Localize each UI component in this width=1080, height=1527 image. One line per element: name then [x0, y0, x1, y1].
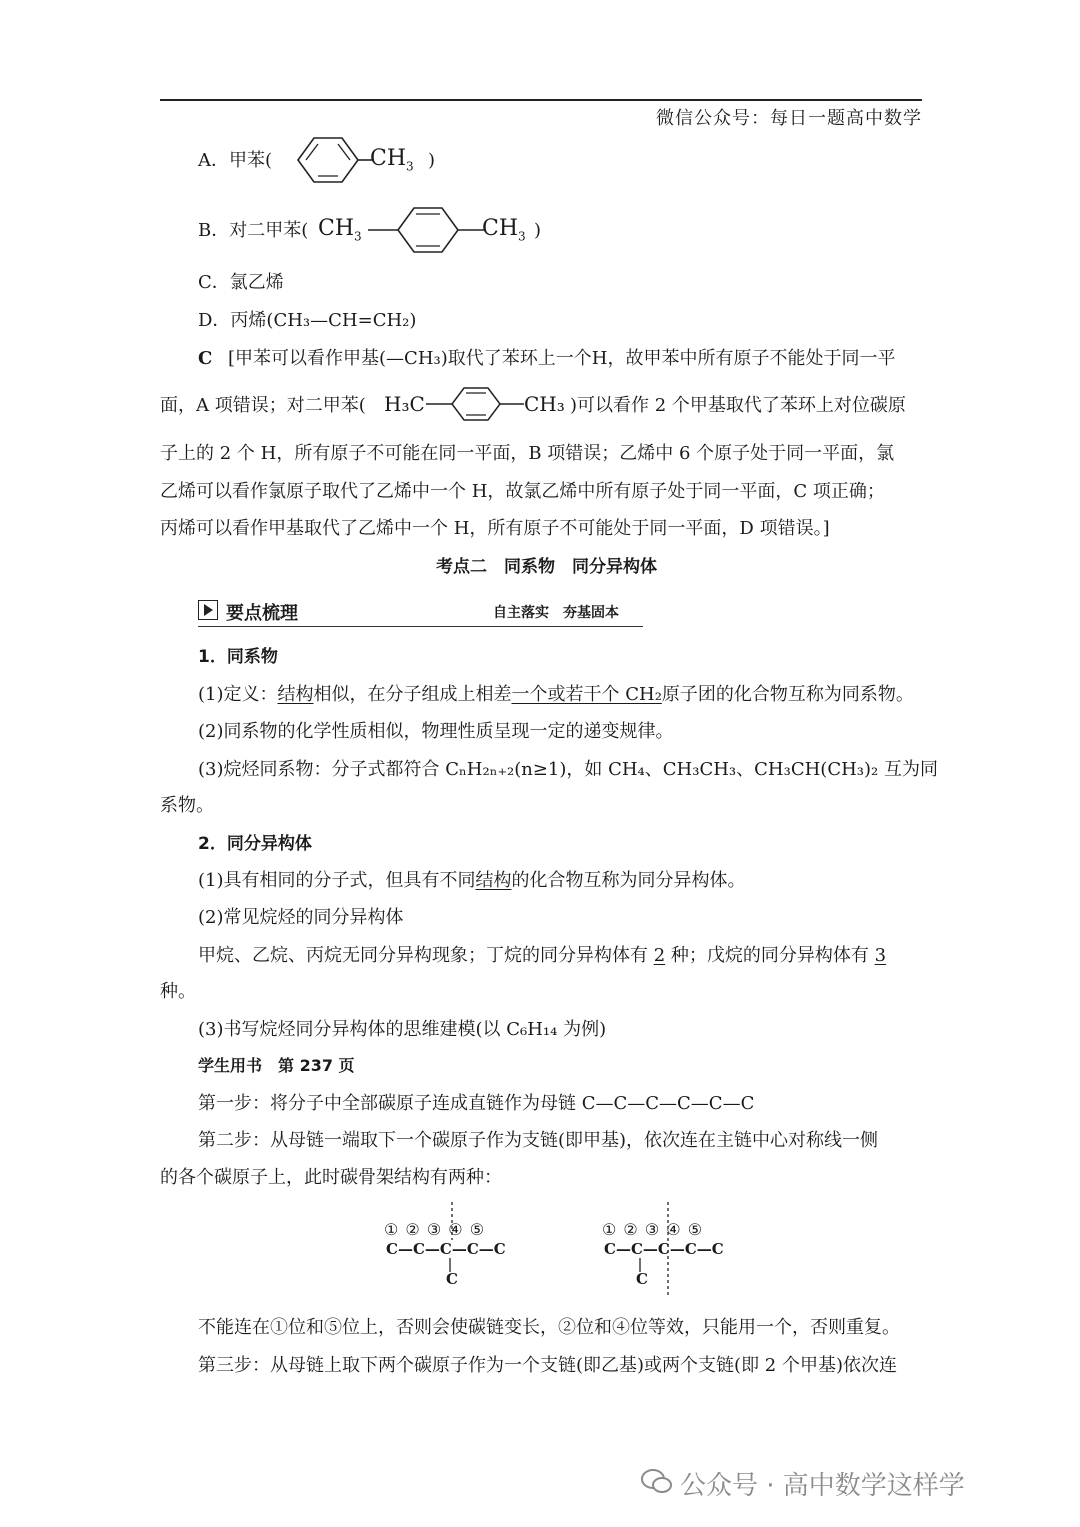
step-3: 第三步：从母链上取下两个碳原子作为一个支链(即乙基)或两个支链(即 2 个甲基)依次连 [198, 1355, 897, 1376]
homologs-definition: (1)定义：结构相似，在分子组成上相差一个或若干个 CH₂原子团的化合物互称为同系物。 [198, 684, 914, 705]
step-2c: 不能连在①位和⑤位上，否则会使碳链变长，②位和④位等效，只能用一个，否则重复。 [198, 1317, 900, 1338]
skeleton-2-positions: ① ② ③ ④ ⑤ [602, 1220, 704, 1239]
answer-line-5: 丙烯可以看作甲基取代了乙烯中一个 H，所有原子不可能处于同一平面，D 项错误。] [160, 518, 830, 539]
answer-letter: C [198, 348, 213, 369]
isomers-p3: 甲烷、乙烷、丙烷无同分异构现象；丁烷的同分异构体有 2 种；戊烷的同分异构体有 3 [198, 945, 887, 966]
isomers-p2: (2)常见烷烃的同分异构体 [198, 907, 404, 928]
skeleton-1-positions: ① ② ③ ④ ⑤ [384, 1220, 486, 1239]
step-1: 第一步：将分子中全部碳原子连成直链作为母链 C—C—C—C—C—C [198, 1093, 755, 1114]
p-xylene-ch3-right: $CH_3$ [482, 216, 526, 244]
step-2b: 的各个碳原子上，此时碳骨架结构有两种： [160, 1167, 502, 1188]
option-b-label: B．对二甲苯( [198, 220, 309, 241]
answer-line-4: 乙烯可以看作氯原子取代了乙烯中一个 H，故氯乙烯中所有原子处于同一平面，C 项正确； [160, 481, 885, 502]
box-title: 要点梳理 [226, 603, 298, 624]
section-title: 考点二 同系物 同分异构体 [436, 557, 657, 577]
toluene-ch3: $CH_3$ [370, 146, 414, 174]
answer-line-1: [甲苯可以看作甲基(—CH₃)取代了苯环上一个H，故甲苯中所有原子不能处于同一平 [228, 348, 896, 369]
watermark: 公众号 · 高中数学这样学 [680, 1471, 965, 1501]
answer-line-2a: 面，A 项错误；对二甲苯( [160, 395, 366, 416]
answer-line-2b: )可以看作 2 个甲基取代了苯环上对位碳原 [570, 395, 906, 416]
skeleton-diagram-2 [602, 1200, 742, 1295]
isomers-p3b: 种。 [160, 981, 196, 1002]
header-rule [160, 99, 922, 101]
isomers-p1: (1)具有相同的分子式，但具有不同结构的化合物互称为同分异构体。 [198, 870, 746, 891]
answer-ch3: CH₃ [524, 392, 565, 416]
skeleton-2-chain: C—C—C—C—C [604, 1240, 724, 1258]
play-icon [198, 600, 218, 620]
answer-line-3: 子上的 2 个 H，所有原子不可能在同一平面，B 项错误；乙烯中 6 个原子处于同一平面，氯 [160, 443, 895, 464]
homologs-p2: (2)同系物的化学性质相似，物理性质呈现一定的递变规律。 [198, 721, 674, 742]
skeleton-1-lines [384, 1200, 524, 1295]
isomers-heading: 2．同分异构体 [198, 834, 312, 854]
skeleton-1-chain: C—C—C—C—C [386, 1240, 506, 1258]
toluene-structure [280, 130, 450, 190]
skeleton-2-branch: C [636, 1270, 648, 1288]
option-a-label: A．甲苯( [198, 150, 273, 171]
header-source: 微信公众号：每日一题高中数学 [656, 108, 922, 129]
key-points-bar [198, 598, 643, 627]
skeleton-1-branch: C [446, 1270, 458, 1288]
p-xylene-ch3-left: $CH_3$ [318, 216, 362, 244]
box-subtitle: 自主落实 夯基固本 [493, 605, 619, 621]
option-c-label: C．氯乙烯 [198, 272, 284, 293]
answer-h3c: H₃C [384, 392, 425, 416]
wechat-icon [640, 1466, 674, 1496]
option-b-close: ) [534, 220, 542, 241]
skeleton-diagram-1 [384, 1200, 524, 1295]
option-d-label: D．丙烯(CH₃—CH=CH₂) [198, 310, 417, 331]
homologs-p3b: 系物。 [160, 795, 214, 816]
homologs-p3: (3)烷烃同系物：分子式都符合 CₙH₂ₙ₊₂(n≥1)，如 CH₄、CH₃CH₃、CH₃CH(CH₃)₂ 互为同 [198, 759, 938, 780]
isomers-p4: (3)书写烷烃同分异构体的思维建模(以 C₆H₁₄ 为例) [198, 1019, 607, 1040]
p-xylene-ring [368, 200, 488, 260]
option-a-close: ) [428, 150, 436, 171]
skeleton-2-lines [602, 1200, 742, 1295]
step-2a: 第二步：从母链一端取下一个碳原子作为支链(即甲基)，依次连在主链中心对称线一侧 [198, 1130, 879, 1151]
book-reference: 学生用书 第 237 页 [198, 1056, 355, 1075]
homologs-heading: 1．同系物 [198, 647, 278, 667]
